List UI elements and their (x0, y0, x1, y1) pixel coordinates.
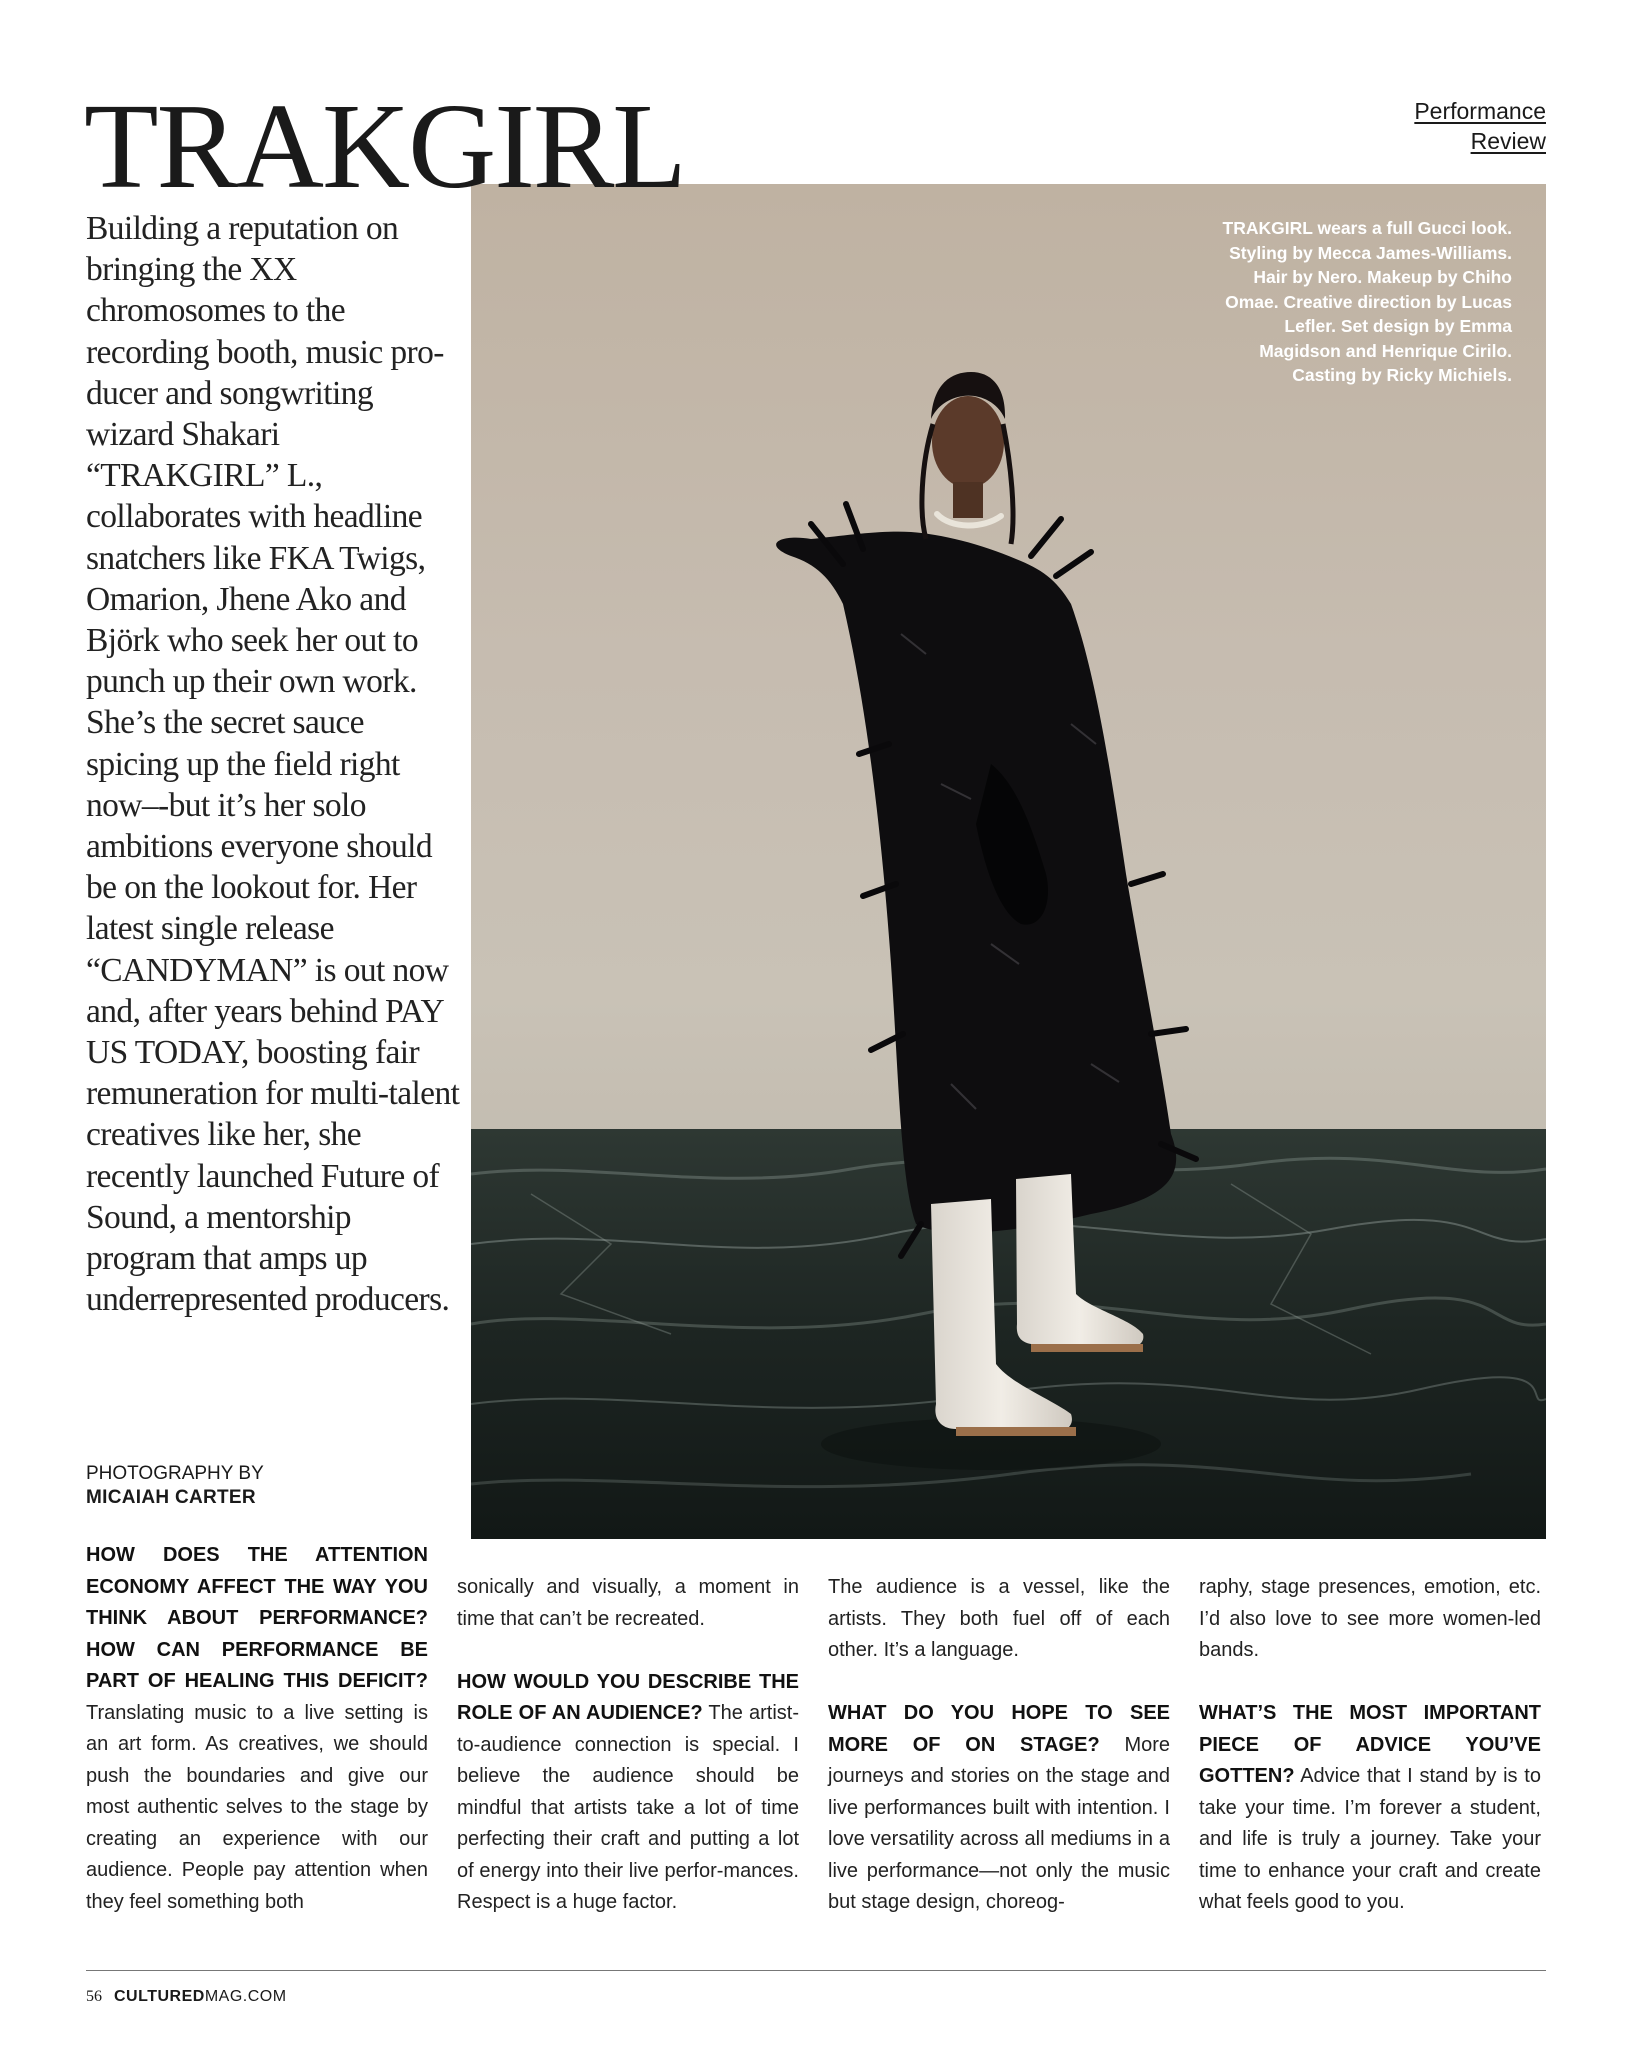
section-label-performance[interactable]: Performance (1414, 98, 1546, 124)
answer-1-part-2: sonically and visually, a moment in time that can’t be recreated. (457, 1576, 799, 1630)
section-link[interactable] (1414, 96, 1546, 156)
footer-divider (86, 1970, 1546, 1971)
intro-text: Building a reputation on bringing the XX chromosomes to the recording booth, music pro-ducer and songwriting wizard Shakari “TRAKGIRL” L., collaborates with headline snatchers like FKA Twigs, Omarion, Jhene Ako and Björk who seek her out to punch up their own work. She’s the secret sauce spicing up the field right now–-but it’s her solo ambitions everyone should be on the lookout for. Her latest single release “CANDYMAN” is out now and, after years behind PAY US TODAY, boosting fair remuneration for multi-talent creatives like her, she recently launched Future of Sound, a mentorship program that amps up underrepresented producers. (86, 210, 460, 1319)
answer-4: Advice that I stand by is to take your time. I’m forever a student, and life is truly a journey. Take your time to enhance your craft and create what feels good to you. (1199, 1765, 1541, 1913)
page-number: 56 (86, 1988, 102, 2005)
photo-credit: TRAKGIRL wears a full Gucci look. Styling by Mecca James-Williams. Hair by Nero. Makeup by Chiho Omae. Creative direction by Lucas Lefler. Set design by Emma Magidson and Henrique Cirilo. Casting by Ricky Michiels. (1222, 218, 1512, 385)
article-column-2 (457, 1572, 799, 1919)
answer-2-part-2: The audience is a vessel, like the artists. They both fuel off of each other. It’s a language. (828, 1576, 1170, 1661)
site-name-bold[interactable]: CULTURED (114, 1988, 205, 2005)
photographer-name: MICAIAH CARTER (86, 1487, 256, 1508)
page-footer (86, 1986, 287, 2008)
answer-1-part-1: Translating music to a live setting is an art form. As creatives, we should push the boundaries and give our most authentic selves to the stage by creating an experience with our audience. People pay attention when they feel something both (86, 1701, 428, 1913)
answer-3-part-1: More journeys and stories on the stage and live performances built with intention. I love versatility across all mediums in a live performance—not only the music but stage design, choreog- (828, 1733, 1171, 1913)
article-column-4 (1199, 1572, 1541, 1919)
photographer-label: PHOTOGRAPHY BY (86, 1463, 264, 1484)
section-label-review[interactable]: Review (1470, 128, 1546, 154)
answer-2-part-1: The artist-to-audience connection is special. I believe the audience should be mindful that artists take a lot of time perfecting their craft and putting a lot of energy into their live perfor-mances. Respect is a huge factor. (457, 1702, 799, 1913)
question-3: WHAT DO YOU HOPE TO SEE MORE OF ON STAGE? (828, 1702, 1170, 1756)
article-column-1 (86, 1540, 428, 1918)
page-title: TRAKGIRL (84, 79, 685, 214)
question-2: HOW WOULD YOU DESCRIBE THE ROLE OF AN AUDIENCE? (457, 1670, 799, 1724)
question-1: HOW DOES THE ATTENTION ECONOMY AFFECT THE WAY YOU THINK ABOUT PERFORMANCE? HOW CAN PERFORMANCE BE PART OF HEALING THIS DEFICIT? (86, 1544, 428, 1692)
article-column-3 (828, 1572, 1170, 1919)
question-4: WHAT’S THE MOST IMPORTANT PIECE OF ADVICE YOU’VE GOTTEN? (1199, 1702, 1541, 1787)
photographer-credit (86, 1462, 264, 1510)
answer-3-part-2: raphy, stage presences, emotion, etc. I’d also love to see more women-led bands. (1199, 1576, 1541, 1661)
feature-photo (471, 184, 1546, 1539)
site-name-rest[interactable]: MAG.COM (204, 1988, 287, 2005)
